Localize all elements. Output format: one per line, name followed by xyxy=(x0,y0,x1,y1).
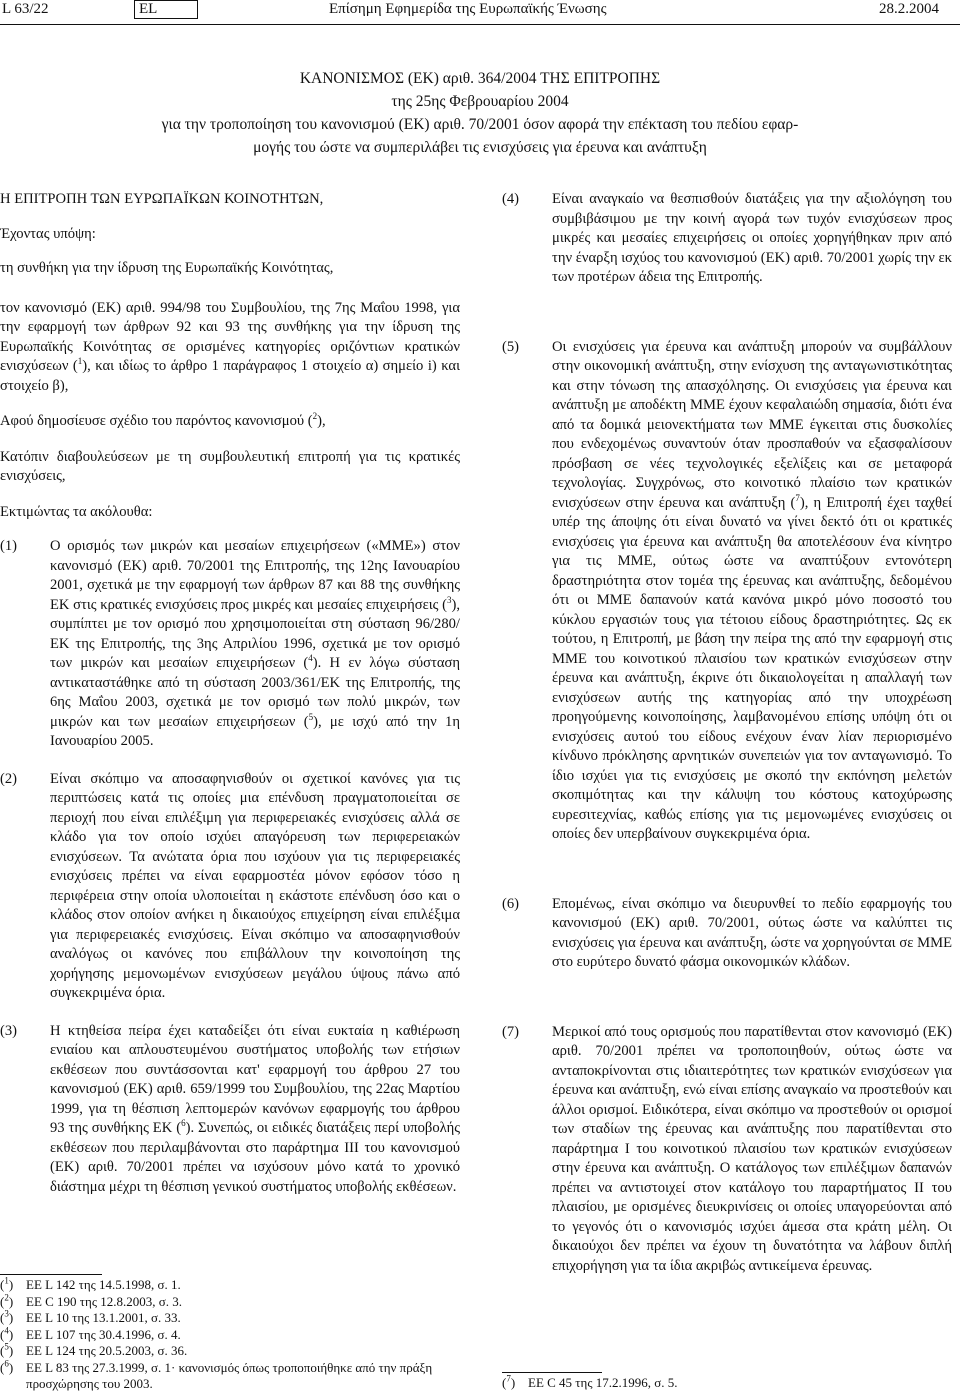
citation-draft-publication: Αφού δημοσίευσε σχέδιο του παρόντος κανονισμού ($^2$), xyxy=(0,411,326,429)
header-rule xyxy=(0,24,960,25)
footnote-6: ($^6$) ΕΕ L 83 της 27.3.1999, σ. 1· κανονισμός όπως τροποποιήθηκε από την πράξη προσχώρησης του 2003. xyxy=(0,1358,433,1391)
journal-name: Επίσημη Εφημερίδα της Ευρωπαϊκής Ένωσης xyxy=(329,1,607,17)
footnote-2: ($^2$) ΕΕ C 190 της 12.8.2003, σ. 3. xyxy=(0,1292,182,1309)
footnote-ref-1: 1 xyxy=(77,356,83,367)
recital-text: Οι ενισχύσεις για έρευνα και ανάπτυξη μπορούν να συμβάλλουν στην οικονομική ανάπτυξη, στην ενίσχυση της ανταγωνιστικότητας και στην τόνωση της απασχόλησης. Οι ενισχύσεις για έρευνα και ανάπτυξη με αποδέκτη ΜΜΕ έχουν κεφαλαιώδη σημασία, διότι ένα από τα δομικά μειονεκτήματα των ΜΜΕ έγκειται στις δυσκολίες που ενδεχομένως συναντούν όταν προσπαθούν να εξασφαλίσουν πρόσβαση σε νέες τεχνολογικές εξελίξεις και σε μεταφορά τεχνολογίας. Συγχρόνως, στο κοινοτικό πλαίσιο των κρατικών ενισχύσεων στην έρευνα και ανάπτυξη ($^7$), η Επιτροπή έχει ταχθεί υπέρ της άποψης ότι είναι δυνατό να γίνει δεκτό ότι οι κρατικές ενισχύσεις για έρευνα και ανάπτυξη θα αποτελέσουν ένα κίνητρο για τις ΜΜΕ, ούτως ώστε να αναπτύξουν εντονότερη δραστηριότητα στον τομέα της έρευνας και ανάπτυξης, δεδομένου ότι οι ΜΜΕ δαπανούν κατά κανόνα μικρό μόνο ποσοστό του κύκλου εργασιών τους για τέτοιου είδους δραστηριότητες. Ως εκ τούτου, η Επιτροπή, με βάση την πείρα της από την εφαρμογή στις ΜΜΕ του κοινοτικού πλαισίου των κρατικών ενισχύσεων στην έρευνα και ανάπτυξη, έκρινε ότι δικαιολογείται η απαλλαγή των ενισχύσεων αυτής της κατηγορίας από την υποχρέωση προηγούμενης κοινοποίησης, λαμβανομένου επίσης υπόψη ότι οι ενισχύσεις αυτού του είδους ενέχουν έναν λίαν περιορισμένο κίνδυνο πρόκλησης αρνητικών συνεπειών για τον ανταγωνισμό. Το ίδιο ισχύει για τις ενισχύσεις με σκοπό την εκπόνηση μελετών σκοπιμότητας και την κάλυψη του κόστους κατοχύρωσης ευρεσιτεχνίας, καθώς επίσης για τις μεμονωμένες ενισχύσεις οι οποίες δεν υπερβαίνουν συγκεκριμένα όρια. xyxy=(552,338,952,842)
recital-text: Είναι σκόπιμο να αποσαφηνισθούν οι σχετικοί κανόνες για τις περιπτώσεις κατά τις οποίες μια επένδυση πραγματοποιείται σε περιοχή που είναι επιλέξιμη για περιφερειακές ενισχύσεις αλλά σε κλάδο για τον οποίο ισχύει απαγόρευση των περιφερειακών ενισχύσεων. Τα ανώτατα όρια που ισχύουν για τις περιφερειακές ενισχύσεις πρέπει να είναι εφαρμοστέα μόνον εφόσον τόσο η περιφέρεια στην οποία υλοποιείται η εκάστοτε επένδυση όσο και ο κλάδος στον οποίον ανήκει η δικαιούχος επιχείρηση είναι επιλέξιμα για περιφερειακές ενισχύσεις. Είναι σκόπιμο να αποσαφηνισθούν αναλόγως οι κανόνες που επιβάλλουν την κοινοποίηση της χορήγησης μεμονωμένων ενισχύσεων μεγάλου ύψους πάνω από συγκεκριμένα όρια. xyxy=(50,770,460,1001)
title-line-2: της 25ης Φεβρουαρίου 2004 xyxy=(391,93,569,110)
page-reference: L 63/22 xyxy=(2,1,49,17)
recital-number: (4) xyxy=(502,191,520,207)
recital-3 xyxy=(0,1022,460,1198)
footnote-ref-2: 2 xyxy=(312,411,318,422)
footnote-5: ($^5$) ΕΕ L 124 της 20.5.2003, σ. 36. xyxy=(0,1341,188,1358)
language-code-box: EL xyxy=(134,0,198,19)
recital-text: Ο ορισμός των μικρών και μεσαίων επιχειρήσεων («ΜΜΕ») στον κανονισμό (ΕΚ) αριθ. 70/2001 της Επιτροπής, της 12ης Ιανουαρίου 2001, σχετικά με την εφαρμογή των άρθρων 87 και 88 της συνθήκης ΕΚ στις κρατικές ενισχύσεις προς μικρές και μεσαίες επιχειρήσεις ($^3$), συμπίπτει με τον ορισμό που χρησιμοποιείται στη σύσταση 96/280/ΕΚ της Επιτροπής, της 3ης Απριλίου 1996, σχετικά με τον ορισμό των μικρών και μεσαίων επιχειρήσεων ($^4$). Η εν λόγω σύσταση αντικαταστάθηκε από τη σύσταση 2003/361/ΕΚ της Επιτροπής, της 6ης Μαΐου 2003, σχετικά με τον ορισμό των πολύ μικρών, των μικρών και των μεσαίων επιχειρήσεων ($^5$), με ισχύ από την 1η Ιανουαρίου 2005. xyxy=(50,538,460,749)
recital-6 xyxy=(502,895,952,973)
citation-regulation-994-98: τον κανονισμό (ΕΚ) αριθ. 994/98 του Συμβουλίου, της 7ης Μαΐου 1998, για την εφαρμογή των άρθρων 92 και 93 της συνθήκης για την ίδρυση της Ευρωπαϊκής Κοινότητας σε ορισμένες κατηγορίες οριζόντιων κρατικών ενισχύσεων ($^1$), και ιδίως το άρθρο 1 παράγραφος 1 στοιχείο α) σημείο i) και στοιχείο β), xyxy=(0,299,460,394)
recital-number: (2) xyxy=(0,770,18,787)
recital-4 xyxy=(502,190,952,288)
title-line-4: μογής του ώστε να συμπεριλάβει τις ενισχύσεις για έρευνα και ανάπτυξη xyxy=(253,139,707,156)
recital-7 xyxy=(502,1023,952,1277)
regulation-title xyxy=(0,67,960,159)
recital-1 xyxy=(0,537,460,752)
recital-text: Επομένως, είναι σκόπιμο να διευρυνθεί το πεδίο εφαρμογής του κανονισμού (ΕΚ) αριθ. 70/2001, ούτως ώστε να καλύπτει τις ενισχύσεις για έρευνα και ανάπτυξη, ώστε να χορηγούνται σε ΜΜΕ στο ευρύτερο δυνατό φάσμα οικονομικών κλάδων. xyxy=(552,895,952,970)
publication-date: 28.2.2004 xyxy=(879,1,939,17)
footnote-7: ($^7$) ΕΕ C 45 της 17.2.1996, σ. 5. xyxy=(502,1373,678,1390)
having-regard-heading: Έχοντας υπόψη: xyxy=(0,225,96,242)
recital-number: (6) xyxy=(502,895,520,912)
recital-text: Είναι αναγκαίο να θεσπισθούν διατάξεις για την αξιολόγηση του συμβιβάσιμου με την κοινή αγορά των τυχόν ενισχύσεων προς μικρές και μεσαίες επιχειρήσεις οι οποίες χορηγήθηκαν πριν από την έναρξη ισχύος του κανονισμού (ΕΚ) αριθ. 70/2001 χωρίς την εκ των προτέρων άδεια της Επιτροπής. xyxy=(552,191,952,285)
footnote-ref-6: 6 xyxy=(181,1118,186,1129)
footnote-ref-5: 5 xyxy=(308,711,314,722)
running-header xyxy=(0,0,960,24)
recital-2 xyxy=(0,770,460,1004)
recital-number: (5) xyxy=(502,338,520,355)
left-column xyxy=(0,190,460,1197)
title-line-1: ΚΑΝΟΝΙΣΜΟΣ (ΕΚ) αριθ. 364/2004 ΤΗΣ ΕΠΙΤΡΟΠΗΣ xyxy=(299,70,661,87)
issuing-body: Η ΕΠΙΤΡΟΠΗ ΤΩΝ ΕΥΡΩΠΑΪΚΩΝ ΚΟΙΝΟΤΗΤΩΝ, xyxy=(0,191,324,207)
recital-text: Μερικοί από τους ορισμούς που παρατίθενται στον κανονισμό (ΕΚ) αριθ. 70/2001 πρέπει να τροποποιηθούν, ούτως ώστε να ανταποκρίνονται στις ιδιαιτερότητες των κρατικών ενισχύσεων για έρευνα και ανάπτυξη, ενώ είναι επίσης αναγκαίο να προστεθούν και άλλοι ορισμοί. Ειδικότερα, είναι σκόπιμο να προστεθούν οι ορισμοί των σταδίων της έρευνας και ανάπτυξης που παρατίθενται στο παράρτημα Ι του κοινοτικού πλαισίου των κρατικών ενισχύσεων στην έρευνα και ανάπτυξη. Ο κατάλογος των επιλέξιμων δαπανών πρέπει να αντιστοιχεί στον κατάλογο του παραρτήματος ΙΙ του πλαισίου, με ορισμένες διευκρινίσεις οι οποίες υπαγορεύονται από το γεγονός ότι ο κανονισμός ισχύει άμεσα στα κράτη μέλη. Οι δικαιούχοι δεν πρέπει να έχουν τη δυνατότητα να λάβουν διπλή επιχορήγηση για τα ίδια ακριβώς αντικείμενα έρευνας. xyxy=(552,1023,952,1274)
footnote-3: ($^3$) ΕΕ L 10 της 13.1.2001, σ. 33. xyxy=(0,1308,181,1325)
footnote-4: ($^4$) ΕΕ L 107 της 30.4.1996, σ. 4. xyxy=(0,1325,181,1342)
whereas-heading: Εκτιμώντας τα ακόλουθα: xyxy=(0,503,153,520)
footnote-1: ($^1$) ΕΕ L 142 της 14.5.1998, σ. 1. xyxy=(0,1275,181,1292)
recital-number: (3) xyxy=(0,1022,18,1039)
footnote-ref-4: 4 xyxy=(308,653,313,664)
citation-consultation: Κατόπιν διαβουλεύσεων με τη συμβουλευτική επιτροπή για τις κρατικές ενισχύσεις, xyxy=(0,448,460,484)
footnotes-right xyxy=(502,1375,952,1392)
footnote-rule-right xyxy=(502,1372,602,1373)
footnote-ref-7: 7 xyxy=(795,492,800,503)
recital-5 xyxy=(502,338,952,845)
footnote-rule-left xyxy=(0,1274,102,1275)
recital-text: Η κτηθείσα πείρα έχει καταδείξει ότι είναι ευκταία η καθιέρωση ενιαίου και απλουστευμένου συστήματος υποβολής των ετήσιων εκθέσεων που συντάσσονται κατ' εφαρμογή του άρθρου 27 του κανονισμού (ΕΚ) αριθ. 659/1999 του Συμβουλίου, της 22ας Μαρτίου 1999, για τη θέσπιση λεπτομερών κανόνων εφαρμογής του άρθρου 93 της συνθήκης ΕΚ ($^6$). Συνεπώς, οι ειδικές διατάξεις περί υποβολής εκθέσεων που περιλαμβάνονται στο παράρτημα ΙΙΙ του κανονισμού (ΕΚ) αριθ. 70/2001 πρέπει να ισχύσουν μόνο κατά το χρονικό διάστημα μέχρι τη θέσπιση γενικού συστήματος υποβολής εκθέσεων. xyxy=(50,1022,460,1195)
footnotes-left xyxy=(0,1277,460,1393)
right-column xyxy=(502,190,952,1276)
recital-number: (7) xyxy=(502,1023,520,1040)
footnote-ref-3: 3 xyxy=(446,594,452,605)
recital-number: (1) xyxy=(0,538,18,554)
citation-treaty: τη συνθήκη για την ίδρυση της Ευρωπαϊκής Κοινότητας, xyxy=(0,260,334,276)
title-line-3: για την τροποποίηση του κανονισμού (ΕΚ) αριθ. 70/2001 όσον αφορά την επέκταση του πεδίου εφαρ- xyxy=(161,116,799,133)
